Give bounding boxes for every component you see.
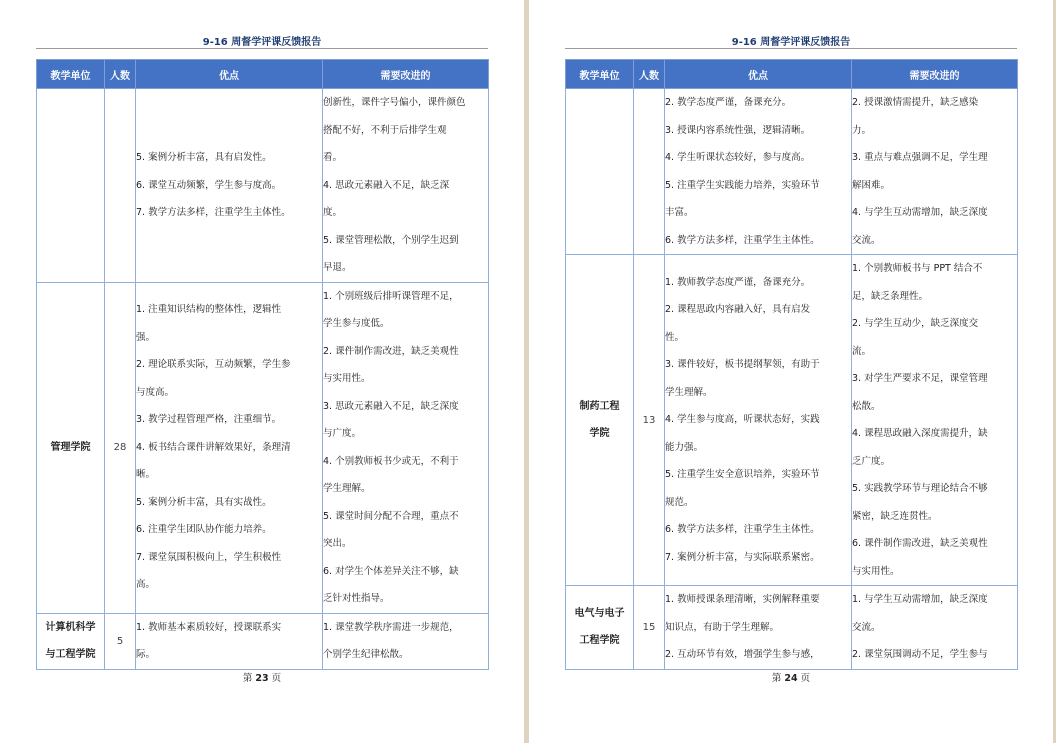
pros-line: 3. 课件较好，板书提纲挈领，有助于: [665, 359, 820, 371]
unit-name-line: 工程学院: [579, 635, 620, 647]
unit-name-line: 计算机科学: [45, 621, 96, 633]
header-cons: 需要改进的: [323, 60, 489, 89]
table-body: [37, 89, 489, 670]
pros-line: 1. 教师教学态度严谨，备课充分。: [665, 276, 811, 288]
feedback-table: [36, 59, 489, 670]
cons-cell: [852, 255, 1018, 586]
cons-line: 1. 课堂教学秩序需进一步规范，: [323, 621, 459, 633]
pros-line: 知识点，有助于学生理解。: [665, 621, 780, 633]
cons-line: 松散。: [852, 400, 881, 412]
page-number-value: 24: [784, 673, 798, 684]
cons-line: 1. 与学生互动需增加，缺乏深度: [852, 594, 988, 605]
header-pros: 优点: [665, 60, 852, 89]
cons-cell: [323, 613, 489, 669]
page-title: 9-16 周督学评课反馈报告: [202, 37, 322, 48]
pros-line: 7. 案例分析丰富，与实际联系紧密。: [665, 551, 820, 563]
pros-cell: [665, 89, 852, 255]
unit-cell: [37, 613, 105, 669]
unit-name-line: 管理学院: [50, 441, 91, 453]
pros-line: 4. 板书结合课件讲解效果好，条理清: [136, 441, 291, 453]
cons-line: 个别学生纪律松散。: [323, 649, 409, 660]
cons-line: 交流。: [852, 234, 881, 246]
title-divider: [36, 48, 488, 49]
pros-line: 6. 注重学生团队协作能力培养。: [136, 524, 272, 536]
cons-line: 解困难。: [852, 179, 891, 191]
pros-line: 4. 学生参与度高，听课状态好，实践: [665, 414, 820, 426]
header-count: 人数: [105, 60, 136, 89]
cons-line: 交流。: [852, 621, 881, 633]
count-cell: 28: [105, 282, 136, 613]
pros-line: 3. 教学过程管理严格，注重细节。: [136, 414, 282, 426]
title-divider: [565, 48, 1017, 49]
count-cell: [105, 89, 136, 283]
unit-cell: [566, 586, 634, 670]
table-row: [566, 255, 1018, 586]
count-cell: 15: [634, 586, 665, 670]
cons-line: 4. 课程思政融入深度需提升，缺: [852, 428, 988, 439]
pros-line: 4. 学生听课状态较好，参与度高。: [665, 152, 811, 163]
cons-cell: [323, 282, 489, 613]
header-pros: 优点: [136, 60, 323, 89]
unit-name-line: 与工程学院: [45, 649, 96, 660]
table-row: [37, 613, 489, 669]
pros-line: 性。: [665, 331, 685, 343]
pros-cell: [665, 255, 852, 586]
cons-cell: [323, 89, 489, 283]
cons-line: 3. 重点与难点强调不足，学生理: [852, 152, 988, 163]
cons-line: 搭配不好，不利于后排学生观: [323, 124, 447, 136]
page-number: [0, 670, 524, 684]
document-page-24: [529, 0, 1053, 743]
cons-line: 6. 课件制作需改进，缺乏美观性: [852, 538, 988, 549]
pros-line: 与度高。: [136, 386, 175, 398]
cons-line: 度。: [323, 207, 343, 218]
cons-line: 看。: [323, 152, 343, 163]
feedback-table: [565, 59, 1018, 670]
cons-line: 与广度。: [323, 428, 362, 439]
unit-cell: [37, 282, 105, 613]
table-row: [566, 586, 1018, 670]
cons-line: 创新性，课件字号偏小，课件颜色: [323, 97, 466, 108]
cons-line: 乏针对性指导。: [323, 593, 390, 604]
pros-line: 3. 授课内容系统性强，逻辑清晰。: [665, 124, 811, 136]
table-row: [37, 282, 489, 613]
unit-cell: [566, 89, 634, 255]
pros-line: 晰。: [136, 469, 156, 481]
unit-name-line: 电气与电子: [574, 607, 625, 619]
count-cell: 13: [634, 255, 665, 586]
cons-line: 3. 思政元素融入不足，缺乏深度: [323, 400, 459, 412]
header-unit: 教学单位: [566, 60, 634, 89]
unit-cell: [566, 255, 634, 586]
cons-line: 与实用性。: [323, 373, 371, 384]
pros-line: 高。: [136, 579, 156, 591]
cons-line: 4. 思政元素融入不足，缺乏深: [323, 179, 450, 191]
pros-line: 5. 注重学生安全意识培养，实验环节: [665, 469, 820, 481]
pros-cell: [136, 613, 323, 669]
pros-line: 2. 课程思政内容融入好，具有启发: [665, 304, 811, 316]
table-row: [566, 89, 1018, 255]
page-number: [529, 670, 1053, 684]
pros-cell: [136, 282, 323, 613]
cons-line: 2. 课堂氛围调动不足，学生参与: [852, 649, 988, 660]
header-unit: 教学单位: [37, 60, 105, 89]
cons-line: 早退。: [323, 262, 352, 273]
header-count: 人数: [634, 60, 665, 89]
pros-line: 6. 课堂互动频繁，学生参与度高。: [136, 179, 282, 191]
page-number-value: 23: [255, 673, 269, 684]
count-cell: [634, 89, 665, 255]
pros-line: 5. 注重学生实践能力培养，实验环节: [665, 179, 820, 191]
pros-line: 1. 教师基本素质较好，授课联系实: [136, 621, 282, 633]
table-row: [37, 89, 489, 283]
unit-name-line: 制药工程: [579, 400, 620, 412]
page-suffix: 页: [800, 673, 811, 684]
pros-line: 规范。: [665, 496, 694, 508]
cons-line: 流。: [852, 345, 872, 357]
cons-line: 突出。: [323, 538, 352, 549]
pros-line: 能力强。: [665, 441, 704, 453]
pros-line: 6. 教学方法多样，注重学生主体性。: [665, 234, 820, 246]
count-cell: 5: [105, 613, 136, 669]
cons-cell: [852, 586, 1018, 670]
cons-line: 1. 个别教师板书与 PPT 结合不: [852, 263, 983, 274]
cons-line: 5. 课堂管理松散，个别学生迟到: [323, 234, 459, 246]
cons-line: 2. 授课激情需提升，缺乏感染: [852, 97, 979, 108]
cons-line: 学生理解。: [323, 483, 371, 494]
cons-line: 紧密，缺乏连贯性。: [852, 510, 938, 522]
pros-line: 6. 教学方法多样，注重学生主体性。: [665, 524, 820, 536]
unit-name-line: 学院: [589, 428, 610, 439]
pros-line: 7. 课堂氛围积极向上，学生积极性: [136, 551, 282, 563]
page-title: 9-16 周督学评课反馈报告: [731, 37, 851, 48]
cons-line: 与实用性。: [852, 565, 900, 577]
pros-line: 2. 教学态度严谨，备课充分。: [665, 97, 792, 108]
pros-line: 1. 教师授课条理清晰，实例解释重要: [665, 594, 820, 605]
cons-line: 5. 实践教学环节与理论结合不够: [852, 483, 988, 494]
cons-line: 4. 与学生互动需增加，缺乏深度: [852, 207, 988, 218]
table-header-row: [566, 60, 1018, 89]
pros-line: 5. 案例分析丰富，具有启发性。: [136, 152, 272, 163]
cons-line: 4. 个别教师板书少或无，不利于: [323, 455, 459, 467]
cons-line: 2. 与学生互动少，缺乏深度交: [852, 318, 979, 329]
cons-line: 足，缺乏条理性。: [852, 290, 929, 302]
cons-line: 2. 课件制作需改进，缺乏美观性: [323, 345, 459, 357]
header-cons: 需要改进的: [852, 60, 1018, 89]
cons-line: 力。: [852, 124, 872, 136]
pros-line: 5. 案例分析丰富，具有实战性。: [136, 496, 272, 508]
page-suffix: 页: [271, 673, 282, 684]
pros-line: 2. 互动环节有效，增强学生参与感，: [665, 649, 820, 660]
document-page-23: [0, 0, 524, 743]
pros-line: 际。: [136, 649, 156, 660]
cons-line: 3. 对学生严要求不足，课堂管理: [852, 373, 988, 384]
pros-cell: [665, 586, 852, 670]
table-body: [566, 89, 1018, 670]
pros-line: 1. 注重知识结构的整体性，逻辑性: [136, 304, 282, 316]
cons-line: 乏广度。: [852, 455, 891, 467]
cons-cell: [852, 89, 1018, 255]
pros-line: 强。: [136, 331, 156, 343]
cons-line: 6. 对学生个体差异关注不够，缺: [323, 565, 459, 577]
page-label: 第: [771, 673, 782, 684]
cons-line: 5. 课堂时间分配不合理，重点不: [323, 510, 459, 522]
page-label: 第: [242, 673, 253, 684]
pros-line: 学生理解。: [665, 386, 713, 398]
pros-cell: [136, 89, 323, 283]
pros-line: 丰富。: [665, 207, 694, 218]
table-header-row: [37, 60, 489, 89]
unit-cell: [37, 89, 105, 283]
cons-line: 1. 个别班级后排听课管理不足，: [323, 290, 459, 302]
pros-line: 7. 教学方法多样，注重学生主体性。: [136, 207, 291, 218]
cons-line: 学生参与度低。: [323, 318, 390, 329]
pros-line: 2. 理论联系实际，互动频繁，学生参: [136, 359, 291, 371]
